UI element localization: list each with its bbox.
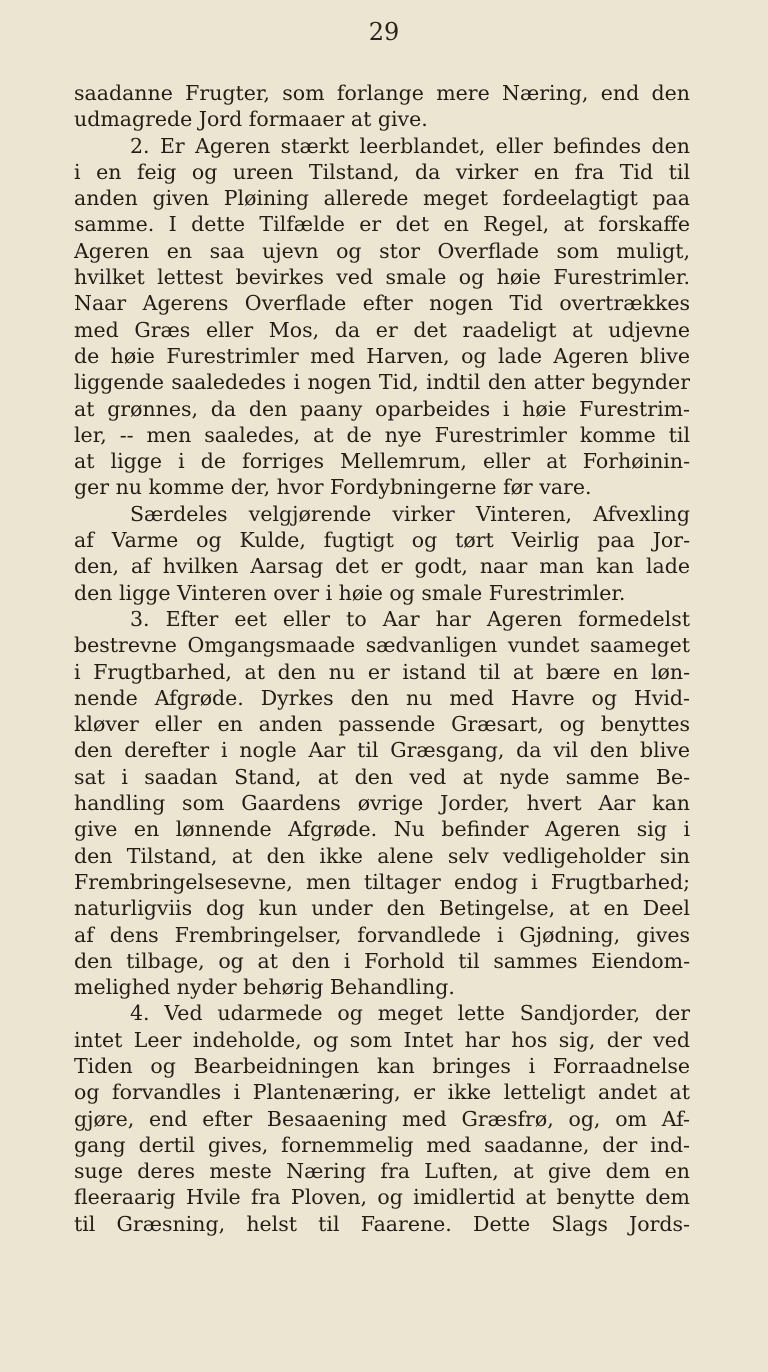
- text-line: Ageren en saa ujevn og stor Overflade som muligt,: [74, 238, 690, 263]
- text-line: den Tilstand, at den ikke alene selv vedligeholder sin: [74, 843, 690, 868]
- text-line: den ligge Vinteren over i høie og smale Furestrimler.: [74, 580, 626, 605]
- text-line: Tiden og Bearbeidningen kan bringes i Forraadnelse: [74, 1053, 690, 1078]
- text-line: Frembringelsesevne, men tiltager endog i Frugtbarhed;: [74, 869, 690, 894]
- text-line: nende Afgrøde. Dyrkes den nu med Havre og Hvid-: [74, 685, 690, 710]
- text-line: gang dertil gives, fornemmelig med saadanne, der ind-: [74, 1132, 690, 1157]
- text-line: bestrevne Omgangsmaade sædvanligen vundet saameget: [74, 633, 690, 658]
- text-line: ler, -- men saaledes, at de nye Furestrimler komme til: [74, 422, 690, 447]
- text-line: melighed nyder behørig Behandling.: [74, 975, 455, 1000]
- text-line: med Græs eller Mos, da er det raadeligt at udjevne: [74, 317, 690, 342]
- text-line: den, af hvilken Aarsag det er godt, naar man kan lade: [74, 554, 690, 579]
- text-line: 4. Ved udarmede og meget lette Sandjorder, der: [130, 1001, 690, 1026]
- text-line: i Frugtbarhed, at den nu er istand til at bære en løn-: [74, 659, 690, 684]
- text-line: handling som Gaardens øvrige Jorder, hvert Aar kan: [74, 791, 690, 816]
- text-line: 3. Efter eet eller to Aar har Ageren formedelst: [130, 606, 690, 631]
- text-line: kløver eller en anden passende Græsart, og benyttes: [74, 712, 690, 737]
- text-line: at grønnes, da den paany oparbeides i høie Furestrim-: [74, 396, 690, 421]
- text-line: ger nu komme der, hvor Fordybningerne før vare.: [74, 475, 592, 500]
- text-line: den tilbage, og at den i Forhold til sammes Eiendom-: [74, 948, 690, 973]
- text-line: 2. Er Ageren stærkt leerblandet, eller befindes den: [130, 133, 690, 158]
- page-number: 29: [368, 18, 400, 46]
- text-line: og forvandles i Plantenæring, er ikke letteligt andet at: [74, 1080, 690, 1105]
- text-line: af Varme og Kulde, fugtigt og tørt Veirlig paa Jor-: [74, 528, 690, 553]
- text-line: saadanne Frugter, som forlange mere Næring, end den: [74, 81, 690, 105]
- text-line: naturligviis dog kun under den Betingelse, at en Deel: [74, 896, 690, 921]
- text-line: intet Leer indeholde, og som Intet har hos sig, der ved: [74, 1027, 690, 1052]
- text-line: Naar Agerens Overflade efter nogen Tid overtrækkes: [74, 291, 690, 316]
- text-line: de høie Furestrimler med Harven, og lade Ageren blive: [74, 343, 690, 368]
- text-line: liggende saalededes i nogen Tid, indtil den atter begynder: [74, 370, 690, 395]
- text-line: hvilket lettest bevirkes ved smale og høie Furestrimler.: [74, 265, 690, 290]
- body-text: [74, 80, 690, 1237]
- text-line: suge deres meste Næring fra Luften, at give dem en: [74, 1159, 690, 1184]
- text-line: samme. I dette Tilfælde er det en Regel, at forskaffe: [74, 212, 690, 237]
- text-line: af dens Frembringelser, forvandlede i Gjødning, gives: [74, 922, 690, 947]
- text-line: udmagrede Jord formaaer at give.: [74, 107, 428, 132]
- text-line: give en lønnende Afgrøde. Nu befinder Ageren sig i: [74, 817, 690, 842]
- text-line: til Græsning, helst til Faarene. Dette Slags Jords-: [74, 1211, 690, 1236]
- text-line: gjøre, end efter Besaaening med Græsfrø, og, om Af-: [74, 1106, 690, 1131]
- text-line: at ligge i de forriges Mellemrum, eller at Forhøinin-: [74, 449, 690, 474]
- text-line: sat i saadan Stand, at den ved at nyde samme Be-: [74, 764, 690, 789]
- text-line: fleeraarig Hvile fra Ploven, og imidlertid at benytte dem: [74, 1185, 690, 1210]
- text-line: anden given Pløining allerede meget fordeelagtigt paa: [74, 186, 690, 211]
- text-line: den derefter i nogle Aar til Græsgang, da vil den blive: [74, 738, 690, 763]
- text-line: Særdeles velgjørende virker Vinteren, Afvexling: [130, 501, 690, 526]
- text-line: i en feig og ureen Tilstand, da virker en fra Tid til: [74, 159, 690, 184]
